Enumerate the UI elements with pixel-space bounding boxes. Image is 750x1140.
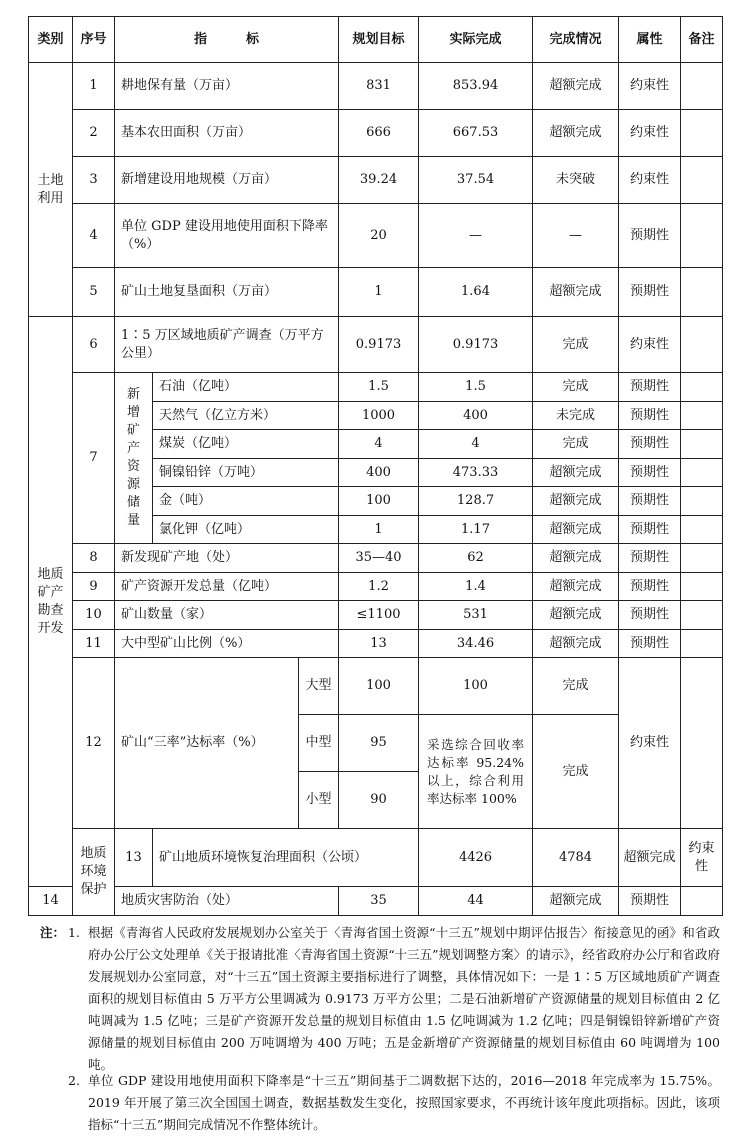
remark-cell	[681, 630, 723, 658]
target-value: 100	[339, 658, 419, 715]
target-value: 0.9173	[339, 317, 419, 373]
remark-cell	[681, 516, 723, 544]
attribute-value: 约束性	[619, 110, 681, 157]
table-row	[29, 157, 723, 204]
actual-value: 4	[419, 430, 533, 459]
attribute-value: 约束性	[619, 63, 681, 110]
header-target: 规划目标	[339, 17, 419, 63]
remark-cell	[681, 544, 723, 573]
row-number: 2	[73, 110, 115, 157]
indicator-name: 矿产资源开发总量（亿吨）	[115, 573, 339, 601]
table-row	[29, 573, 723, 601]
attribute-value: 预期性	[619, 573, 681, 601]
table-row	[29, 204, 723, 268]
target-value: 39.24	[339, 157, 419, 204]
row-number: 7	[73, 373, 115, 544]
status-value: 完成	[533, 317, 619, 373]
remark-cell	[681, 573, 723, 601]
indicator-name: 矿山土地复垦面积（万亩）	[115, 268, 339, 317]
actual-value: 100	[419, 658, 533, 715]
target-value: 100	[339, 487, 419, 516]
row-number: 13	[115, 829, 153, 887]
target-value: 1	[339, 516, 419, 544]
indicator-name: 石油（亿吨）	[153, 373, 339, 402]
header-actual: 实际完成	[419, 17, 533, 63]
attribute-value: 预期性	[619, 204, 681, 268]
table-row	[29, 887, 723, 916]
actual-value: —	[419, 204, 533, 268]
target-value: 666	[339, 110, 419, 157]
attribute-value: 预期性	[619, 268, 681, 317]
status-value: 完成	[533, 658, 619, 715]
target-value: 35—40	[339, 544, 419, 573]
attribute-value: 预期性	[619, 487, 681, 516]
note-1	[70, 922, 720, 1076]
target-value: 1.2	[339, 573, 419, 601]
header-row	[29, 17, 723, 63]
note-2	[70, 1070, 720, 1136]
status-value: 未突破	[533, 157, 619, 204]
remark-cell	[681, 157, 723, 204]
attribute-value: 约束性	[619, 317, 681, 373]
indicator-name: 新增建设用地规模（万亩）	[115, 157, 339, 204]
header-indicator: 指 标	[115, 17, 339, 63]
row-number: 1	[73, 63, 115, 110]
status-value: 超额完成	[533, 544, 619, 573]
actual-value: 128.7	[419, 487, 533, 516]
category-geo: 地质矿产勘查开发	[37, 566, 64, 636]
status-value: 超额完成	[533, 63, 619, 110]
indicator-name: 矿山地质环境恢复治理面积（公顷）	[153, 829, 419, 887]
header-seq: 序号	[73, 17, 115, 63]
attribute-value: 预期性	[619, 430, 681, 459]
indicator-name: 新发现矿产地（处）	[115, 544, 339, 573]
target-value: 13	[339, 630, 419, 658]
mine-size-label: 中型	[299, 715, 339, 772]
actual-value: 667.53	[419, 110, 533, 157]
notes-label: 注：	[40, 925, 66, 940]
status-value: 超额完成	[533, 110, 619, 157]
table-row	[29, 601, 723, 630]
status-value: 超额完成	[619, 829, 681, 887]
remark-cell	[681, 601, 723, 630]
row-number: 14	[29, 887, 73, 916]
target-value: 1.5	[339, 373, 419, 402]
indicator-name: 氯化钾（亿吨）	[153, 516, 339, 544]
table-row	[29, 829, 723, 887]
note-2-number: 2.	[68, 1073, 80, 1088]
indicator-name: 天然气（亿立方米）	[153, 402, 339, 430]
header-status: 完成情况	[533, 17, 619, 63]
row-number: 10	[73, 601, 115, 630]
remark-cell	[681, 430, 723, 459]
row-number: 4	[73, 204, 115, 268]
row-number: 8	[73, 544, 115, 573]
status-value: 未完成	[533, 402, 619, 430]
table-row	[29, 317, 723, 373]
remark-cell	[681, 373, 723, 402]
indicator-name: 基本农田面积（万亩）	[115, 110, 339, 157]
actual-value: 853.94	[419, 63, 533, 110]
row-number: 12	[73, 658, 115, 829]
row-number: 3	[73, 157, 115, 204]
attribute-value: 预期性	[619, 601, 681, 630]
actual-value: 37.54	[419, 157, 533, 204]
row-number: 11	[73, 630, 115, 658]
header-category: 类别	[29, 17, 73, 63]
attribute-value: 预期性	[619, 544, 681, 573]
indicator-name: 铜镍铅锌（万吨）	[153, 459, 339, 487]
category-cell	[29, 63, 73, 317]
remark-cell	[681, 459, 723, 487]
status-value: 超额完成	[533, 268, 619, 317]
indicator-name: 矿山数量（家）	[115, 601, 339, 630]
header-remark: 备注	[681, 17, 723, 63]
note-2-text: 单位 GDP 建设用地使用面积下降率是“十三五”期间基于二调数据下达的，2016—2018 年完成率为 15.75%。2019 年开展了第三次全国国土调查，数据基数发生变化，按照国家要求，不再统计该年度此项指标。因此，该项指标“十三五”期间完成情况不作整体统计。	[88, 1073, 720, 1132]
indicator-name: 矿山“三率”达标率（%）	[115, 658, 299, 829]
status-value: 超额完成	[533, 887, 619, 916]
mine-size-label: 小型	[299, 772, 339, 829]
target-value: ≤1100	[339, 601, 419, 630]
indicator-name: 耕地保有量（万亩）	[115, 63, 339, 110]
actual-value: 0.9173	[419, 317, 533, 373]
note-1-text: 根据《青海省人民政府发展规划办公室关于〈青海省国土资源“十三五”规划中期评估报告〉衔接意见的函》和省政府办公厅公文处理单《关于报请批准〈青海省国土资源“十三五”规划调整方案〉的请示》，经省政府办公厅和省政府发展规划办公室同意，对“十三五”国土资源主要指标进行了调整，具体情况如下：一是 1∶5 万区域地质矿产调查面积的规划目标值由 5 万平方公里调减为 0.9173 万平方公里；二是石油新增矿产资源储量的规划目标值由 2 亿吨调减为 1.5 亿吨；三是矿产资源开发总量的规划目标值由 1.5 亿吨调减为 1.2 亿吨；四是铜镍铅锌新增矿产资源储量的规划目标值由 200 万吨调增为 400 万吨；五是金新增矿产资源储量的规划目标值由 60 吨调增为 100 吨。	[88, 925, 720, 1072]
table-row	[29, 373, 723, 402]
attribute-value: 预期性	[619, 630, 681, 658]
row-number: 5	[73, 268, 115, 317]
actual-value: 1.17	[419, 516, 533, 544]
attribute-value: 预期性	[619, 402, 681, 430]
category-cell	[73, 829, 115, 916]
table-row	[29, 63, 723, 110]
status-value: 超额完成	[533, 487, 619, 516]
actual-value: 62	[419, 544, 533, 573]
indicator-name: 地质灾害防治（处）	[115, 887, 339, 916]
indicator-table	[28, 16, 723, 916]
note-1-number: 1.	[68, 925, 80, 940]
status-value: 完成	[533, 373, 619, 402]
table-row	[29, 544, 723, 573]
attribute-value: 约束性	[619, 157, 681, 204]
target-value: 1000	[339, 402, 419, 430]
target-value: 90	[339, 772, 419, 829]
remark-cell	[681, 658, 723, 829]
status-value: —	[533, 204, 619, 268]
target-value: 4426	[419, 829, 533, 887]
indicator-name: 单位 GDP 建设用地使用面积下降率（%）	[115, 204, 339, 268]
target-value: 831	[339, 63, 419, 110]
remark-cell	[681, 268, 723, 317]
indicator-name: 煤炭（亿吨）	[153, 430, 339, 459]
remark-cell	[681, 63, 723, 110]
category-land: 土地利用	[37, 172, 64, 206]
indicator-name: 金（吨）	[153, 487, 339, 516]
remark-cell	[681, 887, 723, 916]
status-value: 超额完成	[533, 516, 619, 544]
attribute-value: 预期性	[619, 887, 681, 916]
actual-value: 采选综合回收率达标率 95.24% 以上，综合利用率达标率 100%	[419, 715, 533, 829]
category-cell	[29, 317, 73, 887]
actual-value: 34.46	[419, 630, 533, 658]
indicator-name: 1∶5 万区域地质矿产调查（万平方公里）	[115, 317, 339, 373]
actual-value: 1.5	[419, 373, 533, 402]
target-value: 4	[339, 430, 419, 459]
remark-cell	[681, 487, 723, 516]
remark-cell	[681, 204, 723, 268]
attribute-value: 预期性	[619, 459, 681, 487]
row-number: 9	[73, 573, 115, 601]
remark-cell	[681, 110, 723, 157]
status-value: 超额完成	[533, 459, 619, 487]
table-row	[29, 658, 723, 715]
target-value: 35	[339, 887, 419, 916]
actual-value: 44	[419, 887, 533, 916]
category-env: 地质环境保护	[80, 846, 107, 897]
attribute-value: 预期性	[619, 373, 681, 402]
actual-value: 4784	[533, 829, 619, 887]
target-value: 400	[339, 459, 419, 487]
actual-value: 1.64	[419, 268, 533, 317]
group-label-cell	[115, 373, 153, 544]
target-value: 95	[339, 715, 419, 772]
status-value: 完成	[533, 430, 619, 459]
remark-cell	[681, 317, 723, 373]
target-value: 20	[339, 204, 419, 268]
table-row	[29, 110, 723, 157]
table-row	[29, 630, 723, 658]
actual-value: 400	[419, 402, 533, 430]
status-value: 超额完成	[533, 630, 619, 658]
remark-cell	[681, 402, 723, 430]
indicator-name: 大中型矿山比例（%）	[115, 630, 339, 658]
actual-value: 473.33	[419, 459, 533, 487]
status-value: 超额完成	[533, 601, 619, 630]
actual-value: 531	[419, 601, 533, 630]
status-value: 超额完成	[533, 573, 619, 601]
status-value: 完成	[533, 715, 619, 829]
actual-value: 1.4	[419, 573, 533, 601]
table-row	[29, 268, 723, 317]
header-attribute: 属性	[619, 17, 681, 63]
attribute-value: 约束性	[619, 658, 681, 829]
target-value: 1	[339, 268, 419, 317]
attribute-value: 约束性	[681, 829, 723, 887]
row-number: 6	[73, 317, 115, 373]
group-label-new-reserves: 新增矿产资源储量	[126, 387, 140, 528]
mine-size-label: 大型	[299, 658, 339, 715]
attribute-value: 预期性	[619, 516, 681, 544]
